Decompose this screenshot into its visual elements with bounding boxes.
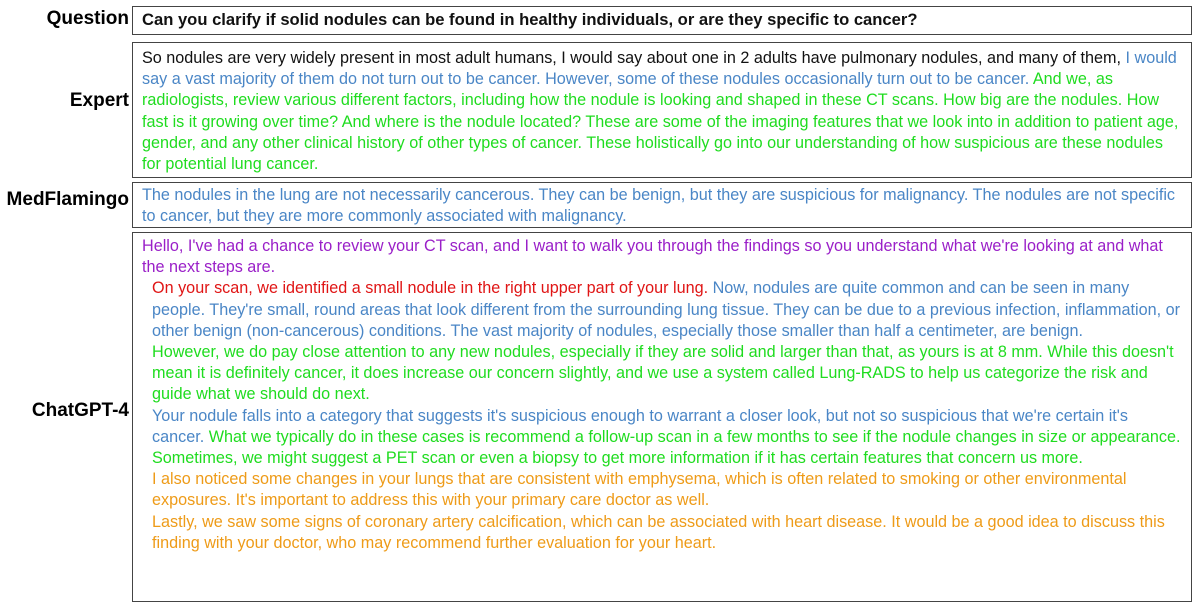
chatgpt-paragraph-5: I also noticed some changes in your lungs that are consistent with emphysema, which is often related to smoking or other environmental exposures. It's important to address this with your primary care doctor as well. [152, 470, 1127, 510]
medflamingo-text: The nodules in the lung are not necessarily cancerous. They can be benign, but they are suspicious for malignancy. The nodules are not specific to cancer, but they are more commonly associated with malignancy. [142, 186, 1176, 226]
chatgpt-paragraph-1: Hello, I've had a chance to review your CT scan, and I want to walk you through the findings so you understand what we're looking at and what the next steps are. [142, 237, 1163, 277]
expert-box [132, 42, 1192, 178]
chatgpt-finding-sentence: On your scan, we identified a small nodule in the right upper part of your lung. [152, 279, 709, 298]
chatgpt-box [132, 232, 1192, 602]
chatgpt-nodule-explanation: Now, nodules are quite common and can be seen in many people. They're small, round areas that look different from the surrounding lung tissue. They can be due to a previous infection, inflammation, or other benign (non-cancerous) conditions. The vast majority of nodules, especially those smaller than half a centimeter, are benign. [152, 279, 1180, 340]
expert-sentence-3: And we, as radiologists, review various different factors, including how the nodule is looking and shaped in these CT scans. How big are the nodules. How fast is it growing over time? And where is the nodule located? These are some of the imaging features that we look into in addition to patient age, gender, and any other clinical history of other types of cancer. These holistically go into our understanding of how suspicious are these nodules for potential lung cancer. [142, 70, 1179, 174]
chatgpt-followup-sentence: What we typically do in these cases is recommend a follow-up scan in a few months to see if the nodule changes in size or appearance. Sometimes, we might suggest a PET scan or even a biopsy to get more information if it has certain features that concern us more. [152, 427, 1181, 468]
question-box [132, 6, 1192, 35]
chatgpt-paragraph-6: Lastly, we saw some signs of coronary artery calcification, which can be associated with heart disease. It would be a good idea to discuss this finding with your doctor, who may recommend further evaluation for your heart. [152, 512, 1165, 552]
chatgpt-paragraph-3: However, we do pay close attention to any new nodules, especially if they are solid and larger than that, as yours is at 8 mm. While this doesn't mean it is definitely cancer, it does increase our concern slightly, and we use a system called Lung-RADS to help us categorize the risk and guide what we should do next. [152, 343, 1174, 404]
question-label: Question [46, 8, 129, 29]
chatgpt-label: ChatGPT-4 [31, 400, 129, 421]
chatgpt-category-sentence: Your nodule falls into a category that suggests it's suspicious enough to warrant a closer look, but not so suspicious that we're certain it's cancer. [152, 406, 1128, 446]
medflamingo-box [132, 182, 1192, 228]
expert-sentence-2: I would say a vast majority of them do not turn out to be cancer. However, some of these nodules occasionally turn out to be cancer. [142, 49, 1177, 89]
expert-sentence-1: So nodules are very widely present in most adult humans, I would say about one in 2 adults have pulmonary nodules, and many of them, [142, 49, 1122, 67]
expert-label: Expert [69, 90, 129, 111]
question-text: Can you clarify if solid nodules can be found in healthy individuals, or are they specific to cancer? [142, 10, 918, 29]
chatgpt-paragraph-4 [142, 406, 1181, 470]
medflamingo-label: MedFlamingo [6, 189, 129, 210]
chatgpt-paragraph-2 [142, 278, 1181, 342]
